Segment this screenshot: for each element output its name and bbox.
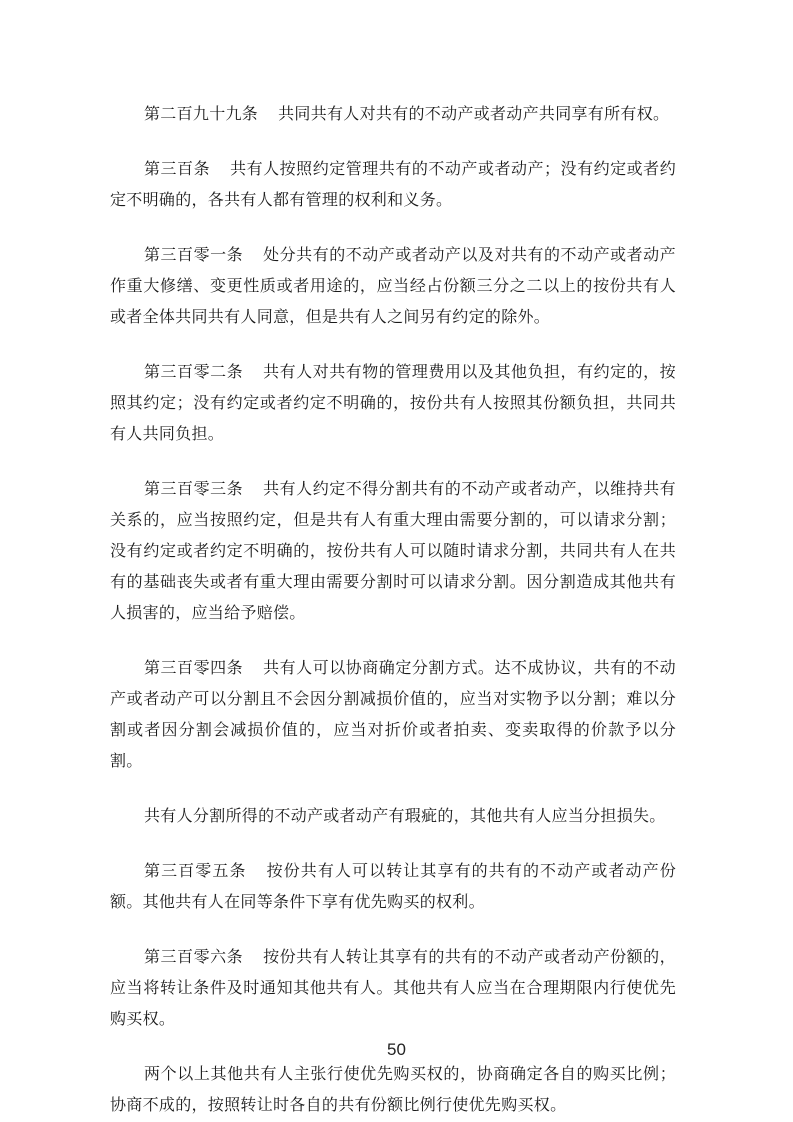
article-300 — [110, 153, 676, 215]
article-text: 按份共有人转让其享有的共有的不动产或者动产份额的，应当将转让条件及时通知其他共有人。其他共有人应当在合理期限内行使优先购买权。 — [110, 947, 676, 1028]
article-text: 共有人可以协商确定分割方式。达不成协议，共有的不动产或者动产可以分割且不会因分割减损价值的，应当对实物予以分割；难以分割或者因分割会减损价值的，应当对折价或者拍卖、变卖取得的价款予以分割。 — [110, 658, 676, 770]
article-text: 共有人约定不得分割共有的不动产或者动产，以维持共有关系的，应当按照约定，但是共有人有重大理由需要分割的，可以请求分割；没有约定或者约定不明确的，按份共有人可以随时请求分割，共同共有人在共有的基础丧失或者有重大理由需要分割时可以请求分割。因分割造成其他共有人损害的，应当给予赔偿。 — [110, 479, 676, 622]
article-304 — [110, 652, 676, 776]
article-303 — [110, 473, 676, 628]
page-number: 50 — [387, 1040, 406, 1059]
article-label: 第三百零四条 — [144, 658, 244, 677]
article-label: 第二百九十九条 — [144, 104, 259, 123]
article-text: 按份共有人可以转让其享有的共有的不动产或者动产份额。其他共有人在同等条件下享有优先购买的权利。 — [110, 861, 676, 911]
article-label: 第三百零三条 — [144, 479, 244, 498]
article-label: 第三百零五条 — [144, 861, 247, 880]
article-302 — [110, 356, 676, 449]
article-text: 处分共有的不动产或者动产以及对共有的不动产或者动产作重大修缮、变更性质或者用途的，应当经占份额三分之二以上的按份共有人或者全体共同共有人同意，但是共有人之间另有约定的除外。 — [110, 245, 676, 326]
article-label: 第三百条 — [144, 159, 211, 178]
article-299 — [110, 98, 676, 129]
article-text: 共同共有人对共有的不动产或者动产共同享有所有权。 — [278, 104, 670, 123]
article-text: 两个以上其他共有人主张行使优先购买权的，协商确定各自的购买比例；协商不成的，按照转让时各自的共有份额比例行使优先购买权。 — [110, 1064, 676, 1114]
article-305 — [110, 855, 676, 917]
article-304-paragraph-2 — [110, 800, 676, 831]
article-label: 第三百零二条 — [144, 362, 244, 381]
article-label: 第三百零六条 — [144, 947, 244, 966]
article-text: 共有人分割所得的不动产或者动产有瑕疵的，其他共有人应当分担损失。 — [144, 806, 666, 825]
document-body — [110, 98, 676, 1120]
article-text: 共有人按照约定管理共有的不动产或者动产；没有约定或者约定不明确的，各共有人都有管理的权利和义务。 — [110, 159, 676, 209]
article-301 — [110, 239, 676, 332]
article-text: 共有人对共有物的管理费用以及其他负担，有约定的，按照其约定；没有约定或者约定不明确的，按份共有人按照其份额负担，共同共有人共同负担。 — [110, 362, 676, 443]
article-306 — [110, 941, 676, 1034]
article-label: 第三百零一条 — [144, 245, 244, 264]
article-306-paragraph-2 — [110, 1058, 676, 1120]
